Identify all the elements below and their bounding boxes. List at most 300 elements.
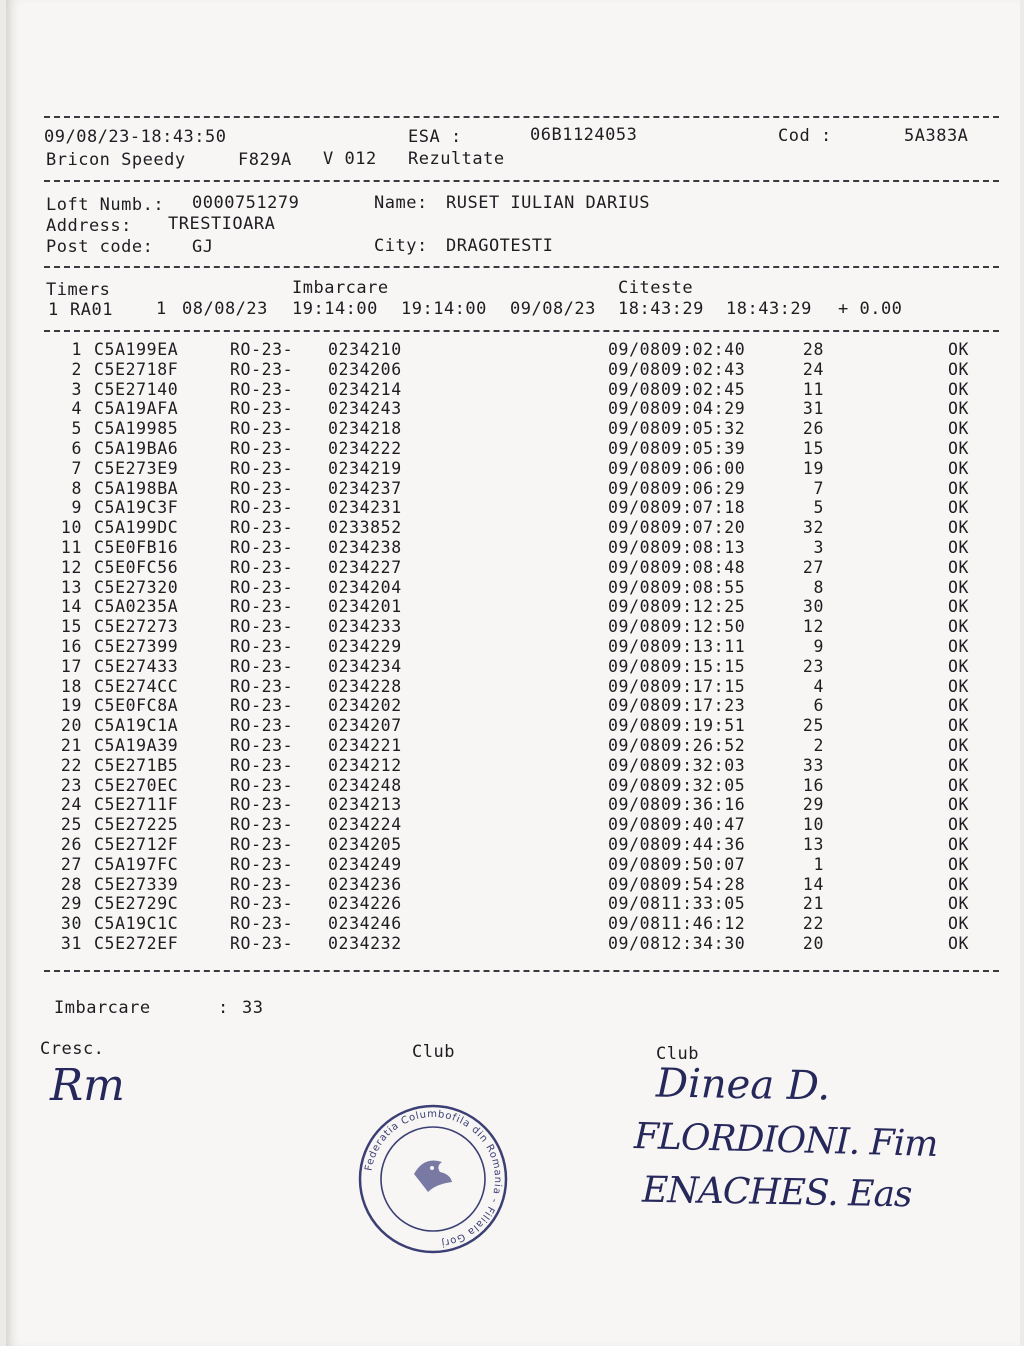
status: OK [948,676,970,696]
ring-code: C5E0FC8A [94,696,179,716]
status: OK [948,577,970,597]
arrival-time: 09:08:48 [661,557,746,577]
ring-prefix: RO-23- [230,934,294,953]
ring-prefix: RO-23- [230,755,294,775]
table-row [6,360,1020,380]
club-signature-line-1: Dinea D. [655,1060,831,1110]
table-row [6,340,1020,360]
row-number: 11 [60,538,82,557]
arrival-date: 09/08 [608,340,661,359]
status: OK [948,934,970,953]
ring-number: 0234213 [328,795,402,815]
table-row [6,914,1020,934]
row-number: 29 [60,894,82,914]
loft-label: Loft Numb.: [46,195,165,215]
status: OK [948,716,970,736]
ring-number: 0234201 [328,597,402,617]
ring-prefix: RO-23- [230,696,294,716]
table-row [6,380,1020,400]
position: 12 [802,617,824,637]
ring-prefix: RO-23- [230,557,294,577]
ring-code: C5E0FC56 [94,557,179,577]
status: OK [948,815,970,835]
table-row [6,776,1020,796]
ring-code: C5E272EF [94,934,179,953]
ring-number: 0234219 [328,458,402,478]
ring-number: 0234234 [328,656,402,676]
club-stamp-seal [356,1104,510,1254]
ring-number: 0234202 [328,696,402,716]
position: 23 [802,656,824,676]
ring-prefix: RO-23- [230,835,294,854]
arrival-time: 09:05:32 [661,419,746,439]
arrival-date: 09/08 [608,854,661,874]
ring-number: 0234228 [328,676,402,696]
ring-prefix: RO-23- [230,736,294,755]
arrival-time: 09:12:25 [661,597,746,617]
status: OK [948,835,970,854]
arrival-time: 09:50:07 [661,854,746,874]
arrival-time: 09:07:18 [661,498,746,518]
table-row [6,459,1020,479]
position: 32 [802,518,824,538]
arrival-date: 09/08 [608,478,661,498]
ring-number: 0234237 [328,478,402,498]
row-number: 2 [71,359,82,379]
status: OK [948,617,970,637]
position: 31 [802,399,824,419]
ring-code: C5A199EA [94,340,179,359]
ring-prefix: RO-23- [230,359,294,379]
ring-number: 0234249 [328,854,402,874]
status: OK [948,736,970,755]
arrival-date: 09/08 [608,577,661,597]
timer-citeste-date: 09/08/23 [510,299,596,319]
cod-value: 5A383A [904,126,969,146]
position: 26 [802,419,824,439]
ring-code: C5A198BA [94,478,179,498]
table-row [6,736,1020,756]
device-code: F829A [238,150,292,170]
position: 19 [802,458,824,478]
row-number: 3 [71,379,82,399]
arrival-date: 09/08 [608,379,661,399]
arrival-date: 09/08 [608,934,661,953]
ring-number: 0234222 [328,439,402,458]
status: OK [948,538,970,557]
arrival-date: 09/08 [608,874,661,894]
row-number: 1 [71,340,82,359]
table-row [6,538,1020,558]
position: 14 [802,874,824,894]
ring-code: C5A19BA6 [94,439,179,458]
ring-number: 0234248 [328,775,402,795]
ring-code: C5E0FB16 [94,538,179,557]
arrival-date: 09/08 [608,419,661,439]
status: OK [948,359,970,379]
arrival-date: 09/08 [608,795,661,815]
arrival-time: 09:05:39 [661,439,746,458]
ring-prefix: RO-23- [230,478,294,498]
divider [44,266,999,268]
arrival-time: 09:26:52 [661,736,746,755]
arrival-date: 09/08 [608,736,661,755]
status: OK [948,775,970,795]
ring-prefix: RO-23- [230,458,294,478]
report-datetime: 09/08/23-18:43:50 [44,127,227,147]
position: 15 [802,439,824,458]
ring-code: C5A197FC [94,854,179,874]
status: OK [948,419,970,439]
imbarcare-header: Imbarcare [292,278,389,298]
table-row [6,617,1020,637]
timer-citeste-time-1: 18:43:29 [618,299,704,319]
status: OK [948,637,970,656]
city-value: DRAGOTESTI [446,236,554,256]
arrival-time: 09:04:29 [661,399,746,419]
esa-value: 06B1124053 [530,125,638,145]
status: OK [948,458,970,478]
ring-code: C5E2729C [94,894,179,914]
status: OK [948,696,970,716]
row-number: 7 [71,458,82,478]
ring-number: 0234221 [328,736,402,755]
status: OK [948,656,970,676]
table-row [6,597,1020,617]
ring-code: C5E273E9 [94,458,179,478]
arrival-date: 09/08 [608,696,661,716]
name-label: Name: [374,193,428,213]
fancier-name: RUSET IULIAN DARIUS [446,193,650,213]
ring-number: 0234218 [328,419,402,439]
status: OK [948,340,970,359]
ring-prefix: RO-23- [230,815,294,835]
table-row [6,795,1020,815]
imbarcare-total-value: 33 [242,998,264,1018]
ring-prefix: RO-23- [230,716,294,736]
status: OK [948,379,970,399]
table-row [6,439,1020,459]
ring-prefix: RO-23- [230,577,294,597]
row-number: 31 [60,934,82,953]
row-number: 10 [60,518,82,538]
position: 25 [802,716,824,736]
table-row [6,855,1020,875]
row-number: 20 [60,716,82,736]
arrival-date: 09/08 [608,914,661,934]
post-code-value: GJ [192,237,214,257]
ring-number: 0234232 [328,934,402,953]
row-number: 27 [60,854,82,874]
ring-number: 0234205 [328,835,402,854]
ring-prefix: RO-23- [230,854,294,874]
table-row [6,419,1020,439]
ring-code: C5E27399 [94,637,179,656]
ring-number: 0233852 [328,518,402,538]
ring-number: 0234206 [328,359,402,379]
position: 22 [802,914,824,934]
address-value: TRESTIOARA [168,214,276,234]
report-type: Rezultate [408,149,505,169]
arrival-time: 09:15:15 [661,656,746,676]
position: 29 [802,795,824,815]
row-number: 26 [60,835,82,854]
row-number: 9 [71,498,82,518]
ring-number: 0234210 [328,340,402,359]
cod-label: Cod : [778,126,832,146]
timer-number: 1 [156,299,167,319]
arrival-time: 12:34:30 [661,934,746,953]
club-label-1: Club [412,1042,455,1062]
timer-offset: + 0.00 [838,299,903,319]
arrival-time: 09:40:47 [661,815,746,835]
row-number: 14 [60,597,82,617]
row-number: 12 [60,557,82,577]
arrival-date: 09/08 [608,716,661,736]
cresc-label: Cresc. [40,1039,105,1059]
arrival-date: 09/08 [608,538,661,557]
timer-citeste-time-2: 18:43:29 [726,299,812,319]
table-row [6,756,1020,776]
ring-prefix: RO-23- [230,518,294,538]
timer-imbarcare-time-2: 19:14:00 [401,299,487,319]
arrival-date: 09/08 [608,617,661,637]
row-number: 16 [60,637,82,656]
arrival-date: 09/08 [608,676,661,696]
address-label: Address: [46,216,132,236]
row-number: 17 [60,656,82,676]
arrival-date: 09/08 [608,637,661,656]
position: 13 [802,835,824,854]
ring-code: C5A199DC [94,518,179,538]
row-number: 24 [60,795,82,815]
arrival-time: 09:17:15 [661,676,746,696]
status: OK [948,755,970,775]
ring-number: 0234236 [328,874,402,894]
position: 8 [813,577,824,597]
ring-code: C5E27140 [94,379,179,399]
table-row [6,578,1020,598]
position: 20 [802,934,824,953]
table-row [6,399,1020,419]
arrival-date: 09/08 [608,359,661,379]
ring-number: 0234227 [328,557,402,577]
ring-code: C5E2711F [94,795,179,815]
divider [44,180,999,182]
table-row [6,558,1020,578]
ring-prefix: RO-23- [230,894,294,914]
table-row [6,835,1020,855]
ring-number: 0234214 [328,379,402,399]
arrival-time: 09:32:03 [661,755,746,775]
ring-code: C5E27320 [94,577,179,597]
arrival-date: 09/08 [608,498,661,518]
ring-prefix: RO-23- [230,399,294,419]
ring-number: 0234229 [328,637,402,656]
table-row [6,518,1020,538]
position: 3 [813,538,824,557]
row-number: 25 [60,815,82,835]
ring-prefix: RO-23- [230,914,294,934]
city-label: City: [374,236,428,256]
status: OK [948,874,970,894]
position: 1 [813,854,824,874]
timer-imbarcare-date: 08/08/23 [182,299,268,319]
ring-number: 0234246 [328,914,402,934]
arrival-time: 09:02:43 [661,359,746,379]
arrival-time: 09:12:50 [661,617,746,637]
position: 24 [802,359,824,379]
position: 9 [813,637,824,656]
ring-code: C5E2712F [94,835,179,854]
ring-code: C5A19985 [94,419,179,439]
arrival-date: 09/08 [608,815,661,835]
position: 2 [813,736,824,755]
arrival-time: 11:33:05 [661,894,746,914]
position: 30 [802,597,824,617]
status: OK [948,557,970,577]
ring-code: C5E271B5 [94,755,179,775]
ring-code: C5A19AFA [94,399,179,419]
ring-number: 0234224 [328,815,402,835]
position: 21 [802,894,824,914]
timer-index: 1 [48,300,59,320]
row-number: 30 [60,914,82,934]
position: 16 [802,775,824,795]
table-row [6,815,1020,835]
position: 27 [802,557,824,577]
ring-prefix: RO-23- [230,676,294,696]
ring-number: 0234231 [328,498,402,518]
arrival-time: 09:36:16 [661,795,746,815]
arrival-time: 09:08:55 [661,577,746,597]
arrival-time: 09:02:45 [661,379,746,399]
arrival-date: 09/08 [608,656,661,676]
ring-code: C5E27339 [94,874,179,894]
table-row [6,479,1020,499]
cresc-signature: Rm [50,1060,125,1111]
row-number: 8 [71,478,82,498]
arrival-time: 09:44:36 [661,835,746,854]
ring-number: 0234204 [328,577,402,597]
table-row [6,875,1020,895]
ring-prefix: RO-23- [230,340,294,359]
position: 28 [802,340,824,359]
position: 11 [802,379,824,399]
ring-number: 0234238 [328,538,402,557]
status: OK [948,795,970,815]
position: 5 [813,498,824,518]
arrival-date: 09/08 [608,755,661,775]
row-number: 18 [60,676,82,696]
position: 10 [802,815,824,835]
status: OK [948,518,970,538]
arrival-time: 09:17:23 [661,696,746,716]
table-row [6,894,1020,914]
arrival-date: 09/08 [608,835,661,854]
results-printout [6,0,1020,1346]
timers-label: Timers [46,280,111,300]
arrival-time: 09:54:28 [661,874,746,894]
table-row [6,934,1020,954]
citeste-header: Citeste [618,278,694,298]
ring-prefix: RO-23- [230,637,294,656]
imbarcare-total-sep: : [218,998,229,1018]
ring-code: C5E274CC [94,676,179,696]
ring-prefix: RO-23- [230,498,294,518]
row-number: 4 [71,399,82,419]
ring-number: 0234212 [328,755,402,775]
status: OK [948,914,970,934]
ring-prefix: RO-23- [230,439,294,458]
club-signature-line-3: ENACHES. Eas [641,1169,912,1216]
divider [44,116,999,118]
position: 33 [802,755,824,775]
ring-code: C5E27225 [94,815,179,835]
position: 6 [813,696,824,716]
ring-code: C5A19C3F [94,498,179,518]
ring-prefix: RO-23- [230,874,294,894]
ring-code: C5A19C1A [94,716,179,736]
device-version: V 012 [323,149,377,169]
ring-prefix: RO-23- [230,617,294,637]
svg-text:Federatia Columbofila din Roma: Federatia Columbofila din Romania - Filiala Gorj [363,1108,504,1249]
ring-prefix: RO-23- [230,795,294,815]
ring-number: 0234207 [328,716,402,736]
row-number: 21 [60,736,82,755]
arrival-time: 09:06:29 [661,478,746,498]
status: OK [948,894,970,914]
esa-label: ESA : [408,127,462,147]
row-number: 13 [60,577,82,597]
row-number: 6 [71,439,82,458]
ring-prefix: RO-23- [230,538,294,557]
ring-code: C5E270EC [94,775,179,795]
post-code-label: Post code: [46,237,154,257]
row-number: 5 [71,419,82,439]
ring-code: C5E27273 [94,617,179,637]
status: OK [948,478,970,498]
arrival-time: 09:06:00 [661,458,746,478]
ring-prefix: RO-23- [230,597,294,617]
ring-code: C5A0235A [94,597,179,617]
row-number: 22 [60,755,82,775]
ring-code: C5E2718F [94,359,179,379]
arrival-date: 09/08 [608,458,661,478]
divider [44,970,999,972]
status: OK [948,597,970,617]
row-number: 15 [60,617,82,637]
arrival-time: 09:13:11 [661,637,746,656]
ring-code: C5A19C1C [94,914,179,934]
ring-code: C5A19A39 [94,736,179,755]
timer-imbarcare-time-1: 19:14:00 [292,299,378,319]
status: OK [948,399,970,419]
club-label-2: Club [656,1044,699,1064]
ring-number: 0234226 [328,894,402,914]
ring-number: 0234233 [328,617,402,637]
timer-id: RA01 [70,300,113,320]
status: OK [948,854,970,874]
ring-code: C5E27433 [94,656,179,676]
table-row [6,696,1020,716]
ring-prefix: RO-23- [230,656,294,676]
imbarcare-total-label: Imbarcare [54,998,151,1018]
arrival-date: 09/08 [608,399,661,419]
arrival-date: 09/08 [608,775,661,795]
row-number: 19 [60,696,82,716]
arrival-time: 09:32:05 [661,775,746,795]
